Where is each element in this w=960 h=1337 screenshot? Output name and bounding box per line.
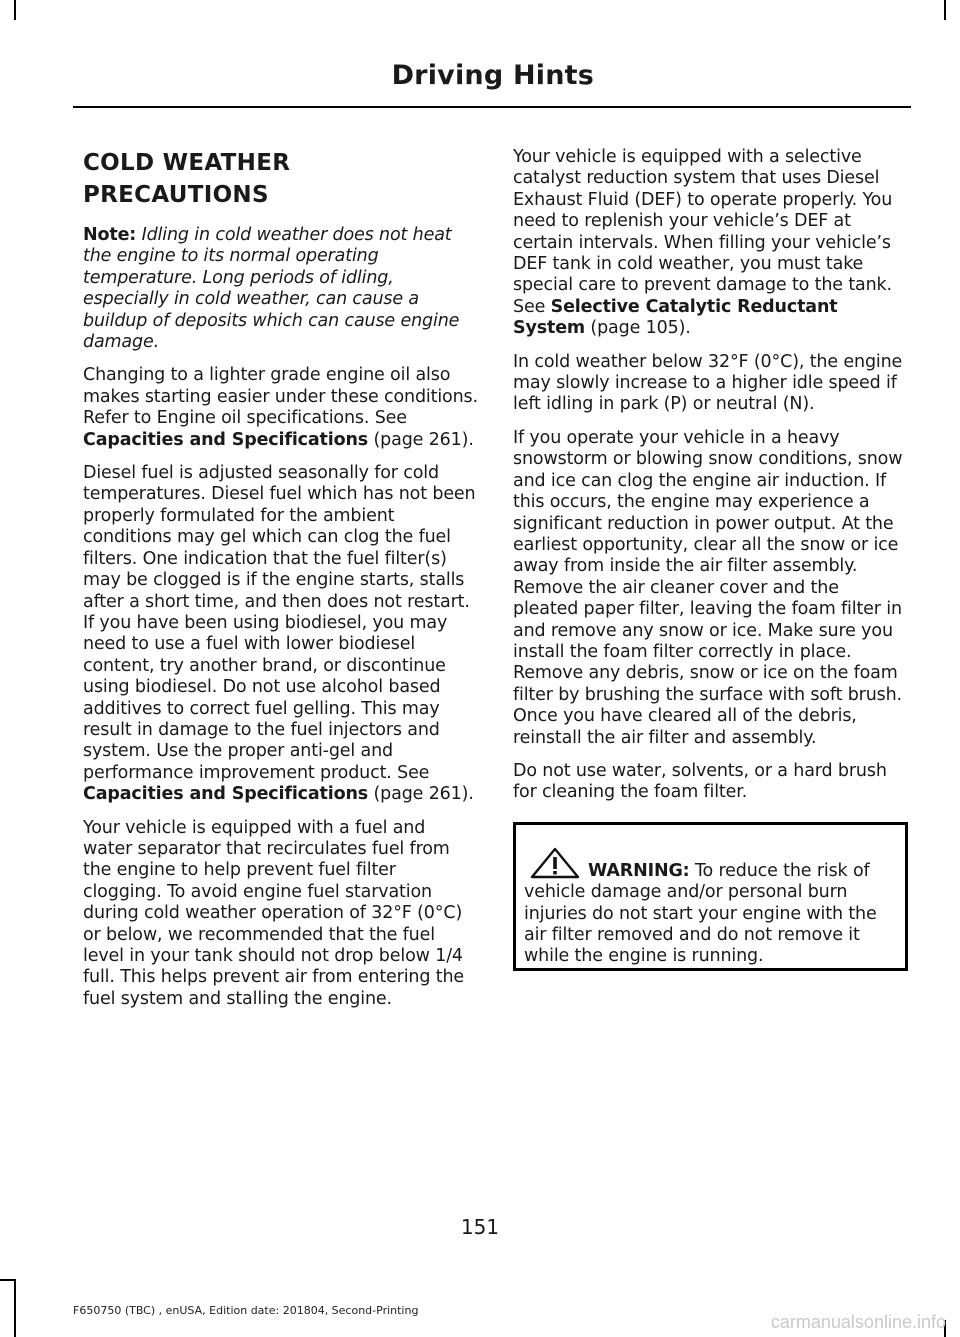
warning-paragraph xyxy=(524,847,897,968)
header-rule xyxy=(73,106,911,108)
oil-paragraph-text: Changing to a lighter grade engine oil also makes starting easier under these conditions. Refer to Engine oil specifications. See xyxy=(83,365,478,429)
diesel-paragraph xyxy=(83,463,478,806)
def-paragraph xyxy=(513,147,908,340)
diesel-page-ref: (page 261). xyxy=(373,784,474,805)
crop-mark-top-left xyxy=(14,0,16,20)
snow-paragraph: If you operate your vehicle in a heavy snowstorm or blowing snow conditions, snow and ice can clog the engine air induction. If this occurs, the engine may experience a significant reduction in power output. At the earliest opportunity, clear all the snow or ice away from inside the air filter assembly. Remove the air cleaner cover and the pleated paper filter, leaving the foam filter in and remove any snow or ice. Make sure you install the foam filter correctly in place. Remove any debris, snow or ice on the foam filter by brushing the surface with soft brush. Once you have cleared all of the debris, reinstall the air filter and assembly. xyxy=(513,427,903,748)
warning-triangle-icon xyxy=(528,847,582,879)
crop-mark-bottom-left xyxy=(14,1279,16,1337)
watermark: carmanualsonline.info xyxy=(770,1312,946,1332)
oil-page-ref: (page 261). xyxy=(373,429,474,450)
section-title: Driving Hints xyxy=(391,60,594,91)
note-label: Note: xyxy=(83,225,137,245)
page-number: 151 xyxy=(460,1215,500,1239)
foam-paragraph: Do not use water, solvents, or a hard brush for cleaning the foam filter. xyxy=(513,760,887,803)
idle-paragraph: In cold weather below 32°F (0°C), the engine may slowly increase to a higher idle speed if left idling in park (P) or neutral (N). xyxy=(513,351,903,415)
capacities-link-2[interactable]: Capacities and Specifications xyxy=(83,784,369,805)
note-paragraph xyxy=(83,225,478,353)
oil-paragraph xyxy=(83,365,478,451)
right-column xyxy=(513,147,908,971)
crop-mark-top-right xyxy=(944,0,946,20)
diesel-paragraph-text: Diesel fuel is adjusted seasonally for cold temperatures. Diesel fuel which has not been properly formulated for the ambient conditions may gel which can clog the fuel filters. One indication that the fuel filter(s) may be clogged is if the engine starts, stalls after a short time, and then does not restart. If you have been using biodiesel, you may need to use a fuel with lower biodiesel content, try another brand, or discontinue using biodiesel. Do not use alcohol based additives to correct fuel gelling. This may result in damage to the fuel injectors and system. Use the proper anti-gel and performance improvement product. See xyxy=(83,463,476,783)
section-heading: COLD WEATHER PRECAUTIONS xyxy=(83,150,291,208)
scr-system-link[interactable]: Selective Catalytic Reductant System xyxy=(513,296,838,339)
def-page-ref: (page 105). xyxy=(590,318,691,339)
left-column xyxy=(83,147,478,1022)
separator-paragraph: Your vehicle is equipped with a fuel and water separator that recirculates fuel from the engine to help prevent fuel filter clogging. To avoid engine fuel starvation during cold weather operation of 32°F (0°C) or below, we recommended that the fuel level in your tank should not drop below 1/4 full. This helps prevent air from entering the fuel system and stalling the engine. xyxy=(83,817,465,1009)
crop-mark-bottom-left-h xyxy=(0,1279,16,1281)
note-text: Idling in cold weather does not heat the engine to its normal operating temperature. Long periods of idling, especially in cold weather, can cause a buildup of deposits which can cause engine damage. xyxy=(83,225,460,353)
warning-label: WARNING: xyxy=(588,860,690,881)
warning-box xyxy=(513,822,908,971)
def-paragraph-text: Your vehicle is equipped with a selective catalyst reduction system that uses Diesel Exhaust Fluid (DEF) to operate properly. You need to replenish your vehicle’s DEF at certain intervals. When filling your vehicle’s DEF tank in cold weather, you must take special care to prevent damage to the tank. See xyxy=(513,147,893,317)
edition-footer: F650750 (TBC) , enUSA, Edition date: 201804, Second-Printing xyxy=(73,1304,419,1317)
warning-text: To reduce the risk of vehicle damage and/or personal burn injuries do not start your engine with the air filter removed and do not remove it while the engine is running. xyxy=(524,860,877,967)
capacities-link[interactable]: Capacities and Specifications xyxy=(83,429,369,450)
